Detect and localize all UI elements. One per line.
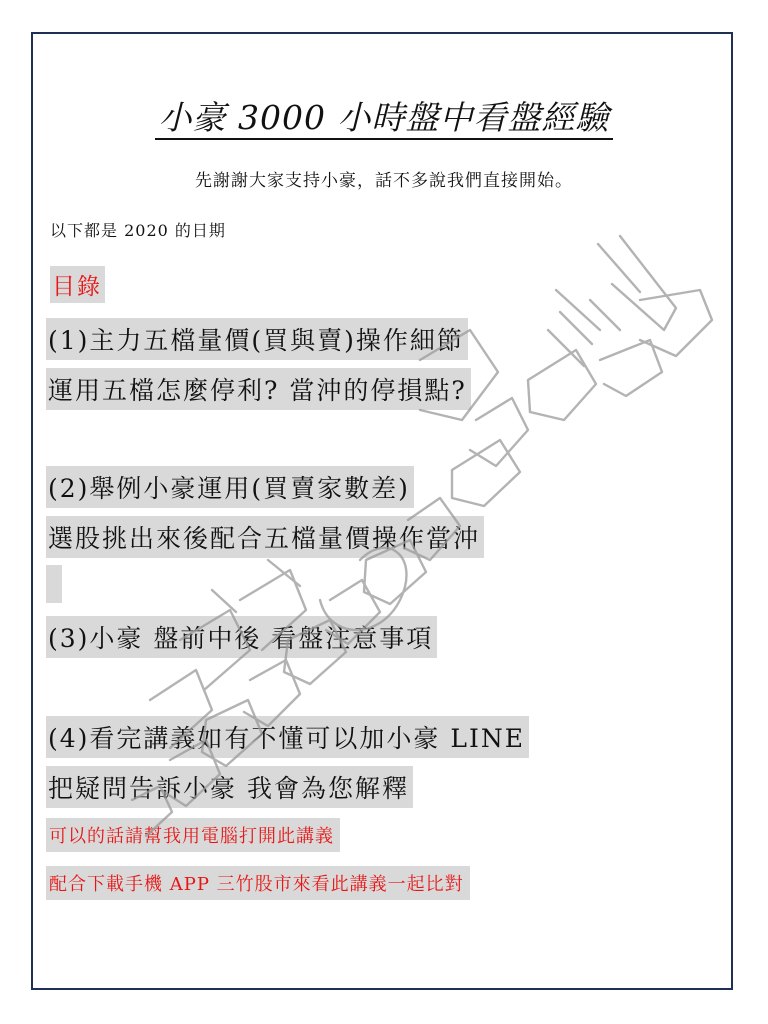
note-open-on-computer: 可以的話請幫我用電腦打開此講義	[46, 818, 340, 852]
section-1-title: (1)主力五檔量價(買與賣)操作細節	[46, 318, 468, 360]
section-2-subtitle: 選股挑出來後配合五檔量價操作當沖	[46, 516, 484, 558]
toc-heading: 目錄	[50, 266, 105, 303]
section-4-subtitle: 把疑問告訴小豪 我會為您解釋	[46, 766, 413, 808]
document-title-text: 小豪 3000 小時盤中看盤經驗	[155, 98, 614, 140]
section-2-title: (2)舉例小豪運用(買賣家數差)	[46, 466, 414, 508]
section-4-title: (4)看完講義如有不懂可以加小豪 LINE	[46, 716, 529, 758]
document-title	[0, 92, 768, 139]
section-1-subtitle: 運用五檔怎麼停利? 當沖的停損點?	[46, 368, 471, 410]
section-3-title: (3)小豪 盤前中後 看盤注意事項	[46, 616, 437, 658]
date-note: 以下都是 2020 的日期	[50, 221, 226, 240]
note-download-app: 配合下載手機 APP 三竹股市來看此講義一起比對	[46, 866, 470, 900]
intro-text: 先謝謝大家支持小豪，話不多說我們直接開始。	[195, 171, 573, 191]
highlighted-blank-line	[46, 565, 62, 603]
